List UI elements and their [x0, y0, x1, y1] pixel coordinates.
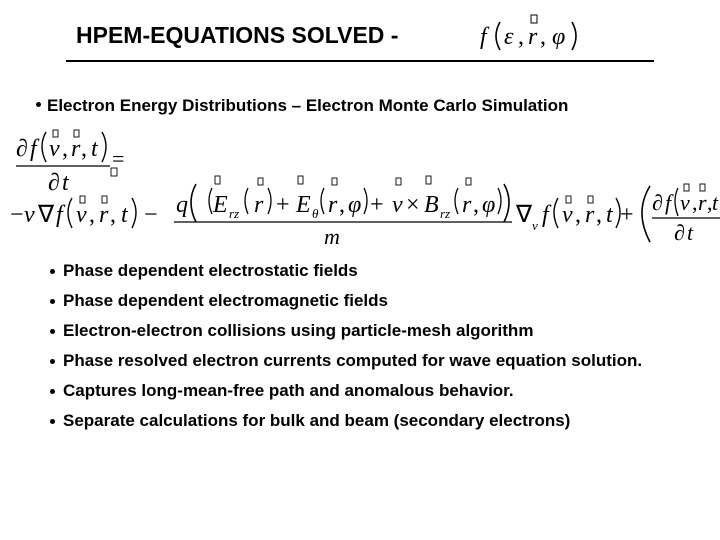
- svg-text:∇: ∇: [516, 202, 533, 228]
- svg-text:φ: φ: [552, 24, 566, 50]
- svg-text:,: ,: [692, 190, 698, 215]
- subheading-text: Electron Energy Distributions – Electron Monte Carlo Simulation: [47, 96, 569, 115]
- svg-text:f: f: [665, 190, 672, 215]
- svg-text:f: f: [30, 136, 37, 162]
- svg-text:∂: ∂: [16, 136, 28, 162]
- svg-text:v: v: [76, 202, 87, 228]
- svg-text:t: t: [121, 202, 128, 228]
- bullet-item: [50, 260, 690, 282]
- svg-text:B: B: [424, 192, 439, 218]
- bullet-dot: [50, 269, 55, 274]
- bullet-dot: [50, 359, 55, 364]
- svg-text:∂: ∂: [674, 220, 685, 245]
- svg-text:t: t: [687, 220, 694, 245]
- bullet-dot: [50, 329, 55, 334]
- collision-term: [642, 184, 720, 245]
- bullet-item: [50, 410, 690, 432]
- bullet-text: Phase dependent electrostatic fields: [63, 261, 358, 280]
- svg-text:+: +: [370, 192, 384, 218]
- svg-text:=: =: [112, 146, 125, 171]
- bullet-text: Separate calculations for bulk and beam (secondary electrons): [63, 411, 571, 430]
- boltzmann-equation: [8, 126, 720, 250]
- svg-text:,: ,: [540, 24, 546, 50]
- svg-text:∂: ∂: [652, 190, 663, 215]
- svg-text:t: t: [606, 202, 613, 228]
- bullet-dot: [50, 419, 55, 424]
- advection-term: [10, 196, 158, 228]
- svg-text:v: v: [532, 218, 538, 233]
- bullet-item: [50, 290, 690, 312]
- bullet-item: [50, 380, 690, 402]
- svg-text:,: ,: [339, 192, 345, 218]
- svg-text:r: r: [71, 136, 81, 162]
- svg-text:−: −: [144, 202, 158, 228]
- subheading: [36, 96, 568, 116]
- svg-text:v: v: [49, 136, 60, 162]
- svg-text:,: ,: [518, 24, 524, 50]
- svg-text:,: ,: [575, 202, 581, 228]
- svg-text:r: r: [585, 202, 595, 228]
- svg-text:f: f: [542, 202, 549, 228]
- svg-text:v: v: [392, 192, 403, 218]
- bullet-item: [50, 350, 690, 372]
- svg-text:,: ,: [596, 202, 602, 228]
- velocity-gradient-term: [515, 196, 634, 233]
- svg-text:r: r: [99, 202, 109, 228]
- svg-text:,: ,: [707, 190, 713, 215]
- svg-text:r: r: [462, 192, 472, 218]
- svg-text:−: −: [10, 202, 24, 228]
- svg-text:φ: φ: [348, 192, 362, 218]
- svg-text:v: v: [562, 202, 573, 228]
- bullet-item: [50, 320, 690, 342]
- svg-text:E: E: [296, 192, 311, 218]
- svg-text:r: r: [528, 24, 538, 50]
- bullet-dot: [50, 299, 55, 304]
- svg-text:×: ×: [406, 192, 420, 218]
- svg-text:,: ,: [89, 202, 95, 228]
- svg-text:φ: φ: [482, 192, 496, 218]
- bullet-text: Phase dependent electromagnetic fields: [63, 291, 388, 310]
- svg-text:rz: rz: [229, 206, 240, 221]
- bullet-dot: [36, 102, 41, 107]
- slide-title: HPEM-EQUATIONS SOLVED -: [76, 22, 399, 48]
- svg-text:,: ,: [62, 136, 68, 162]
- svg-text:rz: rz: [440, 206, 451, 221]
- svg-text:E: E: [213, 192, 228, 218]
- svg-text:,: ,: [110, 202, 116, 228]
- title-math-expression: [478, 12, 598, 56]
- feature-bullet-list: [50, 260, 690, 432]
- svg-text:∇: ∇: [38, 202, 55, 228]
- svg-text:t: t: [91, 136, 98, 162]
- bullet-text: Captures long-mean-free path and anomalous behavior.: [63, 381, 514, 400]
- svg-text:r: r: [254, 192, 264, 218]
- lhs-fraction: [16, 130, 124, 196]
- svg-text:θ: θ: [312, 206, 319, 221]
- svg-text:m: m: [324, 224, 340, 249]
- svg-text:,: ,: [473, 192, 479, 218]
- svg-text:+: +: [620, 202, 634, 228]
- svg-text:+: +: [276, 192, 290, 218]
- svg-text:f: f: [480, 24, 487, 50]
- title-underline: [66, 60, 654, 62]
- svg-text:ε: ε: [504, 24, 514, 50]
- svg-text:,: ,: [81, 136, 87, 162]
- svg-text:t: t: [712, 190, 719, 215]
- svg-text:r: r: [328, 192, 338, 218]
- svg-text:q: q: [176, 192, 188, 218]
- svg-text:r: r: [698, 190, 707, 215]
- svg-text:∂: ∂: [48, 170, 60, 196]
- svg-text:f: f: [56, 202, 63, 228]
- force-term: [174, 176, 512, 249]
- bullet-dot: [50, 389, 55, 394]
- svg-text:v: v: [680, 190, 690, 215]
- svg-text:v: v: [24, 202, 35, 228]
- bullet-text: Phase resolved electron currents computed for wave equation solution.: [63, 351, 643, 370]
- svg-text:t: t: [62, 170, 69, 196]
- bullet-text: Electron-electron collisions using particle-mesh algorithm: [63, 321, 534, 340]
